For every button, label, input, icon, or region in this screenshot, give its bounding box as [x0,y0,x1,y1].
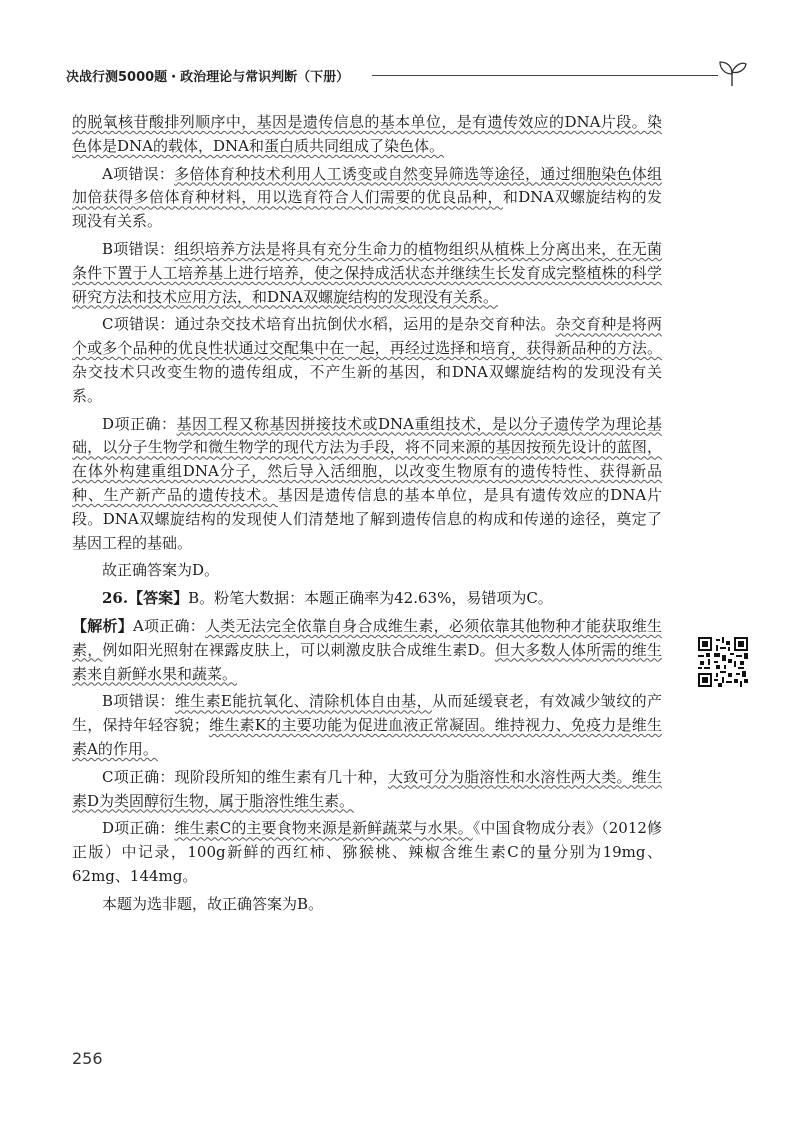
paragraph-analysis-b [72,690,662,761]
text-span: 的脱氧核苷酸排列顺序中，基因是遗传信息的基本单位，是有遗传效应的DNA片段。染色体是DNA的载体，DNA和蛋白质共同组成了染色体。 [72,113,662,155]
text-span: 杂交育种是将两个或多个品种的优良性状通过交配集中在一起，再经过选择和培育，获得新品种的方法。 [72,315,662,358]
text-span: 从而延缓衰老，有效减少皱纹的产生，保持年轻容貌； [72,692,662,735]
paragraph-option-d [72,413,662,556]
text-span: 故正确答案为D。 [102,561,220,580]
option-label: D项正确： [102,414,177,433]
paragraph-chromosome [72,111,662,159]
paragraph-analysis-c [72,766,662,814]
option-label: B项错误： [102,239,175,258]
paragraph-option-a [72,163,662,234]
paragraph-option-c [72,313,662,408]
analysis-label: 【解析】 [72,616,133,635]
text-span: 《中国食物成分表》（2012修正版）中记录，100g新鲜的西红柿、猕猴桃、辣椒含维生素C的量分别为19mg、62mg、144mg。 [72,819,662,885]
paragraph-option-b [72,238,662,309]
text-span: C项正确：现阶段所知的维生素有几十种， [102,767,388,786]
option-label: A项正确： [132,616,206,635]
text-span: 基因是遗传信息的基本单位，是具有遗传效应的DNA片段。DNA双螺旋结构的发现使人们清楚地了解到遗传信息的构成和传递的途径，奠定了基因工程的基础。 [72,485,662,552]
text-span: C项错误：通过杂交技术培育出抗倒伏水稻，运用的是杂交育种法。 [102,315,556,334]
page-number: 256 [72,1049,103,1068]
text-span: 维生素E能抗氧化、清除机体自由基， [174,692,432,711]
text-span: 大致可分为脂溶性和水溶性两大类。维生素D为类固醇衍生物，属于脂溶性维生素。 [72,767,662,810]
paragraph-conclusion-25 [72,559,662,583]
page-body [72,111,662,921]
paragraph-analysis-d [72,817,662,888]
text-span: 维生素C的主要食物来源是新鲜蔬菜与水果。 [174,819,473,838]
header-rule [372,75,718,76]
text-span: 维生素K的主要功能为促进血液正常凝固。维持视力、免疫力是维生素A的作用。 [72,716,662,758]
paragraph-answer-26 [72,587,662,611]
option-label: B项错误： [102,692,175,711]
text-span: 多倍体育种技术利用人工诱变或自然变异筛选等途径，通过细胞染色体组加倍获得多倍体育种材料，用以选育符合人们需要的优良品种， [72,164,662,207]
text-span: 例如阳光照射在裸露皮肤上，可以刺激皮肤合成维生素D。 [102,640,495,659]
option-label: D项正确： [102,819,175,838]
text-span: B。粉笔大数据：本题正确率为42.63%，易错项为C。 [188,589,553,608]
sprout-icon [716,58,748,88]
paragraph-conclusion-26 [72,893,662,917]
text-span: 基因工程又称基因拼接技术或DNA重组技术，是以分子遗传学为理论基础，以分子生物学和微生物学的现代方法为手段，将不同来源的基因按预先设计的蓝图，在体外构建重组DNA分子，然后导入活细胞，以改变生物原有的遗传特性、获得新品种、生产新产品的遗传技术。 [72,414,662,504]
text-span: 和DNA双螺旋结构的发现没有关系。 [72,188,662,231]
qr-code [698,637,748,687]
running-header [0,58,800,98]
text-span: 杂交技术只改变生物的遗传组成，不产生新的基因，和DNA双螺旋结构的发现没有关系。 [72,362,662,405]
option-label: A项错误： [102,164,175,183]
text-span: 但大多数人体所需的维生素来自新鲜水果和蔬菜。 [72,640,662,683]
header-title: 决战行测5000题・政治理论与常识判断（下册） [66,70,350,85]
paragraph-analysis-a [72,615,662,686]
text-span: 人类无法完全依靠自身合成维生素，必须依靠其他物种才能获取维生素， [72,616,662,659]
text-span: 组织培养方法是将具有充分生命力的植物组织从植株上分离出来，在无菌条件下置于人工培养基上进行培养，使之保持成活状态并继续生长发育成完整植株的科学研究方法和技术应用方法，和DNA双螺旋结构的发现没有关系。 [72,239,662,306]
text-span: 本题为选非题，故正确答案为B。 [102,894,324,913]
answer-label: 26.【答案】 [102,589,189,608]
